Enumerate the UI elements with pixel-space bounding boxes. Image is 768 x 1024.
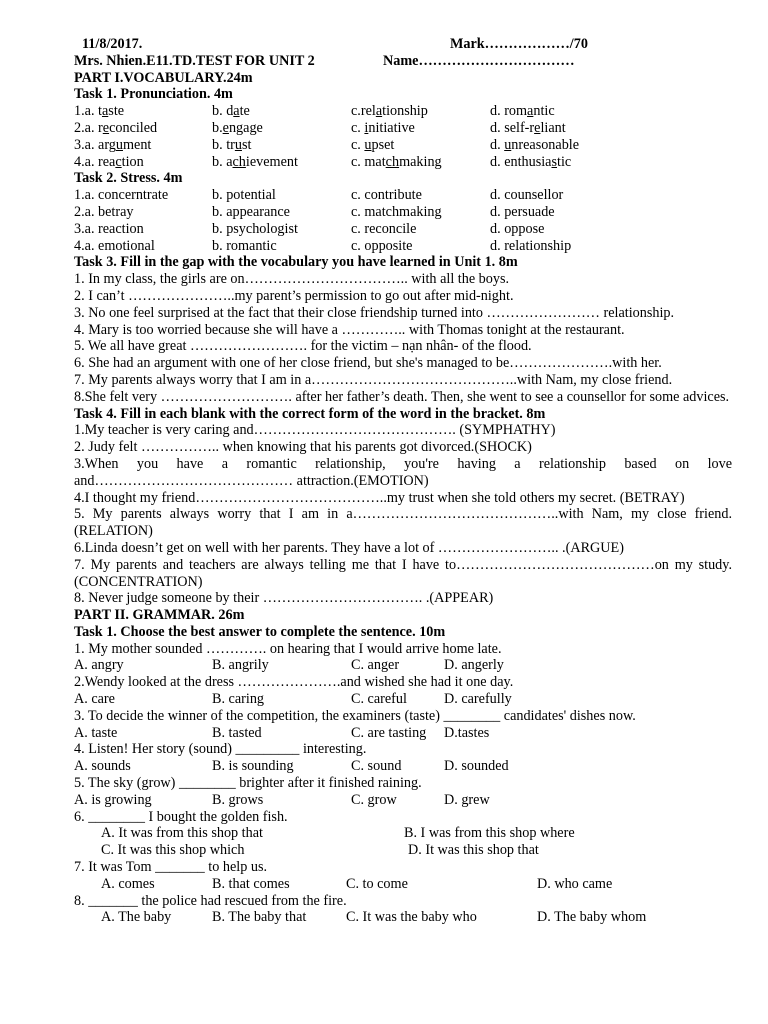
stress-row bbox=[74, 187, 732, 204]
stress-rows bbox=[74, 187, 732, 254]
option: C. anger bbox=[351, 657, 400, 674]
question: 3. To decide the winner of the competition, the examiners (taste) ________ candidates' dishes now. bbox=[74, 707, 636, 724]
option: B. The baby that bbox=[212, 909, 307, 926]
mark-field: Mark………………/70 bbox=[450, 36, 588, 52]
stress-row bbox=[74, 238, 732, 255]
task4-title: Task 4. Fill in each blank with the correct form of the word in the bracket. 8m bbox=[74, 405, 546, 422]
option: b. potential bbox=[212, 187, 276, 204]
name-field: Name…………………………… bbox=[383, 52, 575, 69]
question-item: 5. My parents always worry that I am in a……………………………………..with Nam, my close friend. (RELATION) bbox=[74, 506, 732, 540]
pron-row bbox=[74, 154, 732, 171]
question: 1. My mother sounded …………. on hearing that I would arrive home late. bbox=[74, 640, 502, 657]
option: D. grew bbox=[444, 791, 490, 808]
question-6: 6. ________ I bought the golden fish. bbox=[74, 808, 288, 825]
question-item: 2. Judy felt …………….. when knowing that his parents got divorced.(SHOCK) bbox=[74, 439, 532, 456]
task1-title: Task 1. Pronunciation. 4m bbox=[74, 86, 233, 103]
option: c. reconcile bbox=[351, 220, 417, 237]
part2-title: PART II. GRAMMAR. 26m bbox=[74, 607, 245, 624]
question-item: 8.She felt very ………………………. after her father’s death. Then, she went to see a counsellor for some advices. bbox=[74, 388, 730, 405]
question-item: 3.When you have a romantic relationship, you're having a relationship based on love and…………………………………… attraction.(EMOTION) bbox=[74, 455, 732, 489]
option: D.tastes bbox=[444, 724, 490, 741]
question-item: 5. We all have great ……………………. for the victim – nạn nhân- of the flood. bbox=[74, 338, 532, 355]
option: d. romantic bbox=[490, 103, 555, 120]
option: A. taste bbox=[74, 724, 118, 741]
option: c.relationship bbox=[351, 103, 428, 120]
option: b. trust bbox=[212, 136, 252, 153]
question: 5. The sky (grow) ________ brighter after it finished raining. bbox=[74, 775, 422, 792]
option: C. are tasting bbox=[351, 724, 427, 741]
option: C. sound bbox=[351, 758, 402, 775]
option: D. It was this shop that bbox=[408, 842, 539, 859]
option: B. grows bbox=[212, 791, 264, 808]
option: d. persuade bbox=[490, 203, 555, 220]
option: b. psychologist bbox=[212, 220, 298, 237]
option: b. date bbox=[212, 103, 250, 120]
option: 4.a. reaction bbox=[74, 153, 144, 170]
task2-title: Task 2. Stress. 4m bbox=[74, 170, 183, 187]
pron-row bbox=[74, 137, 732, 154]
options-row bbox=[74, 657, 732, 674]
date: 11/8/2017. bbox=[82, 36, 143, 52]
question-item: 6.Linda doesn’t get on well with her parents. They have a lot of …………………….. .(ARGUE) bbox=[74, 539, 624, 556]
question-8: 8. _______ the police had rescued from the fire. bbox=[74, 892, 347, 909]
option: A. sounds bbox=[74, 758, 131, 775]
options-row bbox=[74, 842, 732, 859]
option: A. care bbox=[74, 691, 115, 708]
option: D. sounded bbox=[444, 758, 509, 775]
question-7: 7. It was Tom _______ to help us. bbox=[74, 859, 268, 876]
option: B. angrily bbox=[212, 657, 269, 674]
option: c. matchmaking bbox=[351, 203, 442, 220]
option: d. oppose bbox=[490, 220, 545, 237]
option: C. It was the baby who bbox=[346, 909, 477, 926]
grammar-task1-title: Task 1. Choose the best answer to complete the sentence. 10m bbox=[74, 623, 446, 640]
option: B. tasted bbox=[212, 724, 262, 741]
header-row-1 bbox=[74, 36, 732, 53]
option: A. comes bbox=[101, 875, 155, 892]
pron-row bbox=[74, 103, 732, 120]
option: 2.a. reconciled bbox=[74, 119, 158, 136]
option: 4.a. emotional bbox=[74, 237, 155, 254]
option: A. The baby bbox=[101, 909, 172, 926]
options-row bbox=[74, 758, 732, 775]
option: D. who came bbox=[537, 875, 613, 892]
option: C. careful bbox=[351, 691, 407, 708]
option: B. caring bbox=[212, 691, 265, 708]
teacher-title: Mrs. Nhien.E11.TD.TEST FOR UNIT 2 bbox=[74, 52, 315, 69]
option: c. upset bbox=[351, 136, 395, 153]
option: D. angerly bbox=[444, 657, 504, 674]
option: b. achievement bbox=[212, 153, 298, 170]
option: D. carefully bbox=[444, 691, 512, 708]
options-row bbox=[74, 691, 732, 708]
question: 4. Listen! Her story (sound) _________ interesting. bbox=[74, 741, 367, 758]
option: B. is sounding bbox=[212, 758, 294, 775]
option: d. self-reliant bbox=[490, 119, 566, 136]
option: c. opposite bbox=[351, 237, 413, 254]
options-row bbox=[74, 909, 732, 926]
option: 1.a. taste bbox=[74, 103, 125, 120]
option: b. romantic bbox=[212, 237, 277, 254]
option: c. matchmaking bbox=[351, 153, 442, 170]
options-row bbox=[74, 825, 732, 842]
options-row bbox=[74, 725, 732, 742]
question-item: 7. My parents and teachers are always telling me that I have to……………………………………on my study.(CONCENTRATION) bbox=[74, 556, 732, 590]
task3-items bbox=[74, 271, 732, 405]
question-item: 8. Never judge someone by their ……………………………. .(APPEAR) bbox=[74, 590, 494, 607]
option: d. counsellor bbox=[490, 187, 564, 204]
option: A. is growing bbox=[74, 791, 152, 808]
option: C. grow bbox=[351, 791, 397, 808]
task4-items bbox=[74, 422, 732, 607]
stress-row bbox=[74, 204, 732, 221]
question-item: 3. No one feel surprised at the fact that their close friendship turned into …………………… relationship. bbox=[74, 304, 675, 321]
option: B. that comes bbox=[212, 875, 290, 892]
question-item: 4.I thought my friend…………………………………..my trust when she told others my secret. (BETRAY) bbox=[74, 489, 685, 506]
part1-title: PART I.VOCABULARY.24m bbox=[74, 69, 253, 86]
option: A. It was from this shop that bbox=[101, 825, 263, 842]
worksheet bbox=[74, 36, 732, 926]
option: c. initiative bbox=[351, 119, 415, 136]
question-item: 4. Mary is too worried because she will have a ………….. with Thomas tonight at the restaurant. bbox=[74, 321, 625, 338]
pron-row bbox=[74, 120, 732, 137]
option: b. appearance bbox=[212, 203, 290, 220]
option: D. The baby whom bbox=[537, 909, 647, 926]
option: 3.a. reaction bbox=[74, 220, 144, 237]
option: 3.a. argument bbox=[74, 136, 152, 153]
option: b.engage bbox=[212, 119, 263, 136]
option: 2.a. betray bbox=[74, 203, 134, 220]
option: d. relationship bbox=[490, 237, 572, 254]
options-row bbox=[74, 792, 732, 809]
option: d. unreasonable bbox=[490, 136, 580, 153]
question-item: 7. My parents always worry that I am in a……………………………………..with Nam, my close friend. bbox=[74, 371, 673, 388]
stress-row bbox=[74, 221, 732, 238]
option: 1.a. concerntrate bbox=[74, 187, 169, 204]
option: B. I was from this shop where bbox=[404, 825, 575, 842]
header-row-2 bbox=[74, 53, 732, 70]
grammar-items bbox=[74, 641, 732, 809]
question-item: 6. She had an argument with one of her close friend, but she's managed to be………………….with her. bbox=[74, 355, 662, 372]
option: A. angry bbox=[74, 657, 124, 674]
question-item: 1.My teacher is very caring and……………………………………. (SYMPHATHY) bbox=[74, 422, 556, 439]
task3-title: Task 3. Fill in the gap with the vocabulary you have learned in Unit 1. 8m bbox=[74, 254, 518, 271]
options-row bbox=[74, 876, 732, 893]
question: 2.Wendy looked at the dress ………………….and wished she had it one day. bbox=[74, 674, 514, 691]
option: C. It was this shop which bbox=[101, 842, 245, 859]
option: C. to come bbox=[346, 875, 408, 892]
option: d. enthusiastic bbox=[490, 153, 572, 170]
question-item: 1. In my class, the girls are on…………………………….. with all the boys. bbox=[74, 271, 510, 288]
question-item: 2. I can’t …………………..my parent’s permission to go out after mid-night. bbox=[74, 287, 514, 304]
option: c. contribute bbox=[351, 187, 422, 204]
